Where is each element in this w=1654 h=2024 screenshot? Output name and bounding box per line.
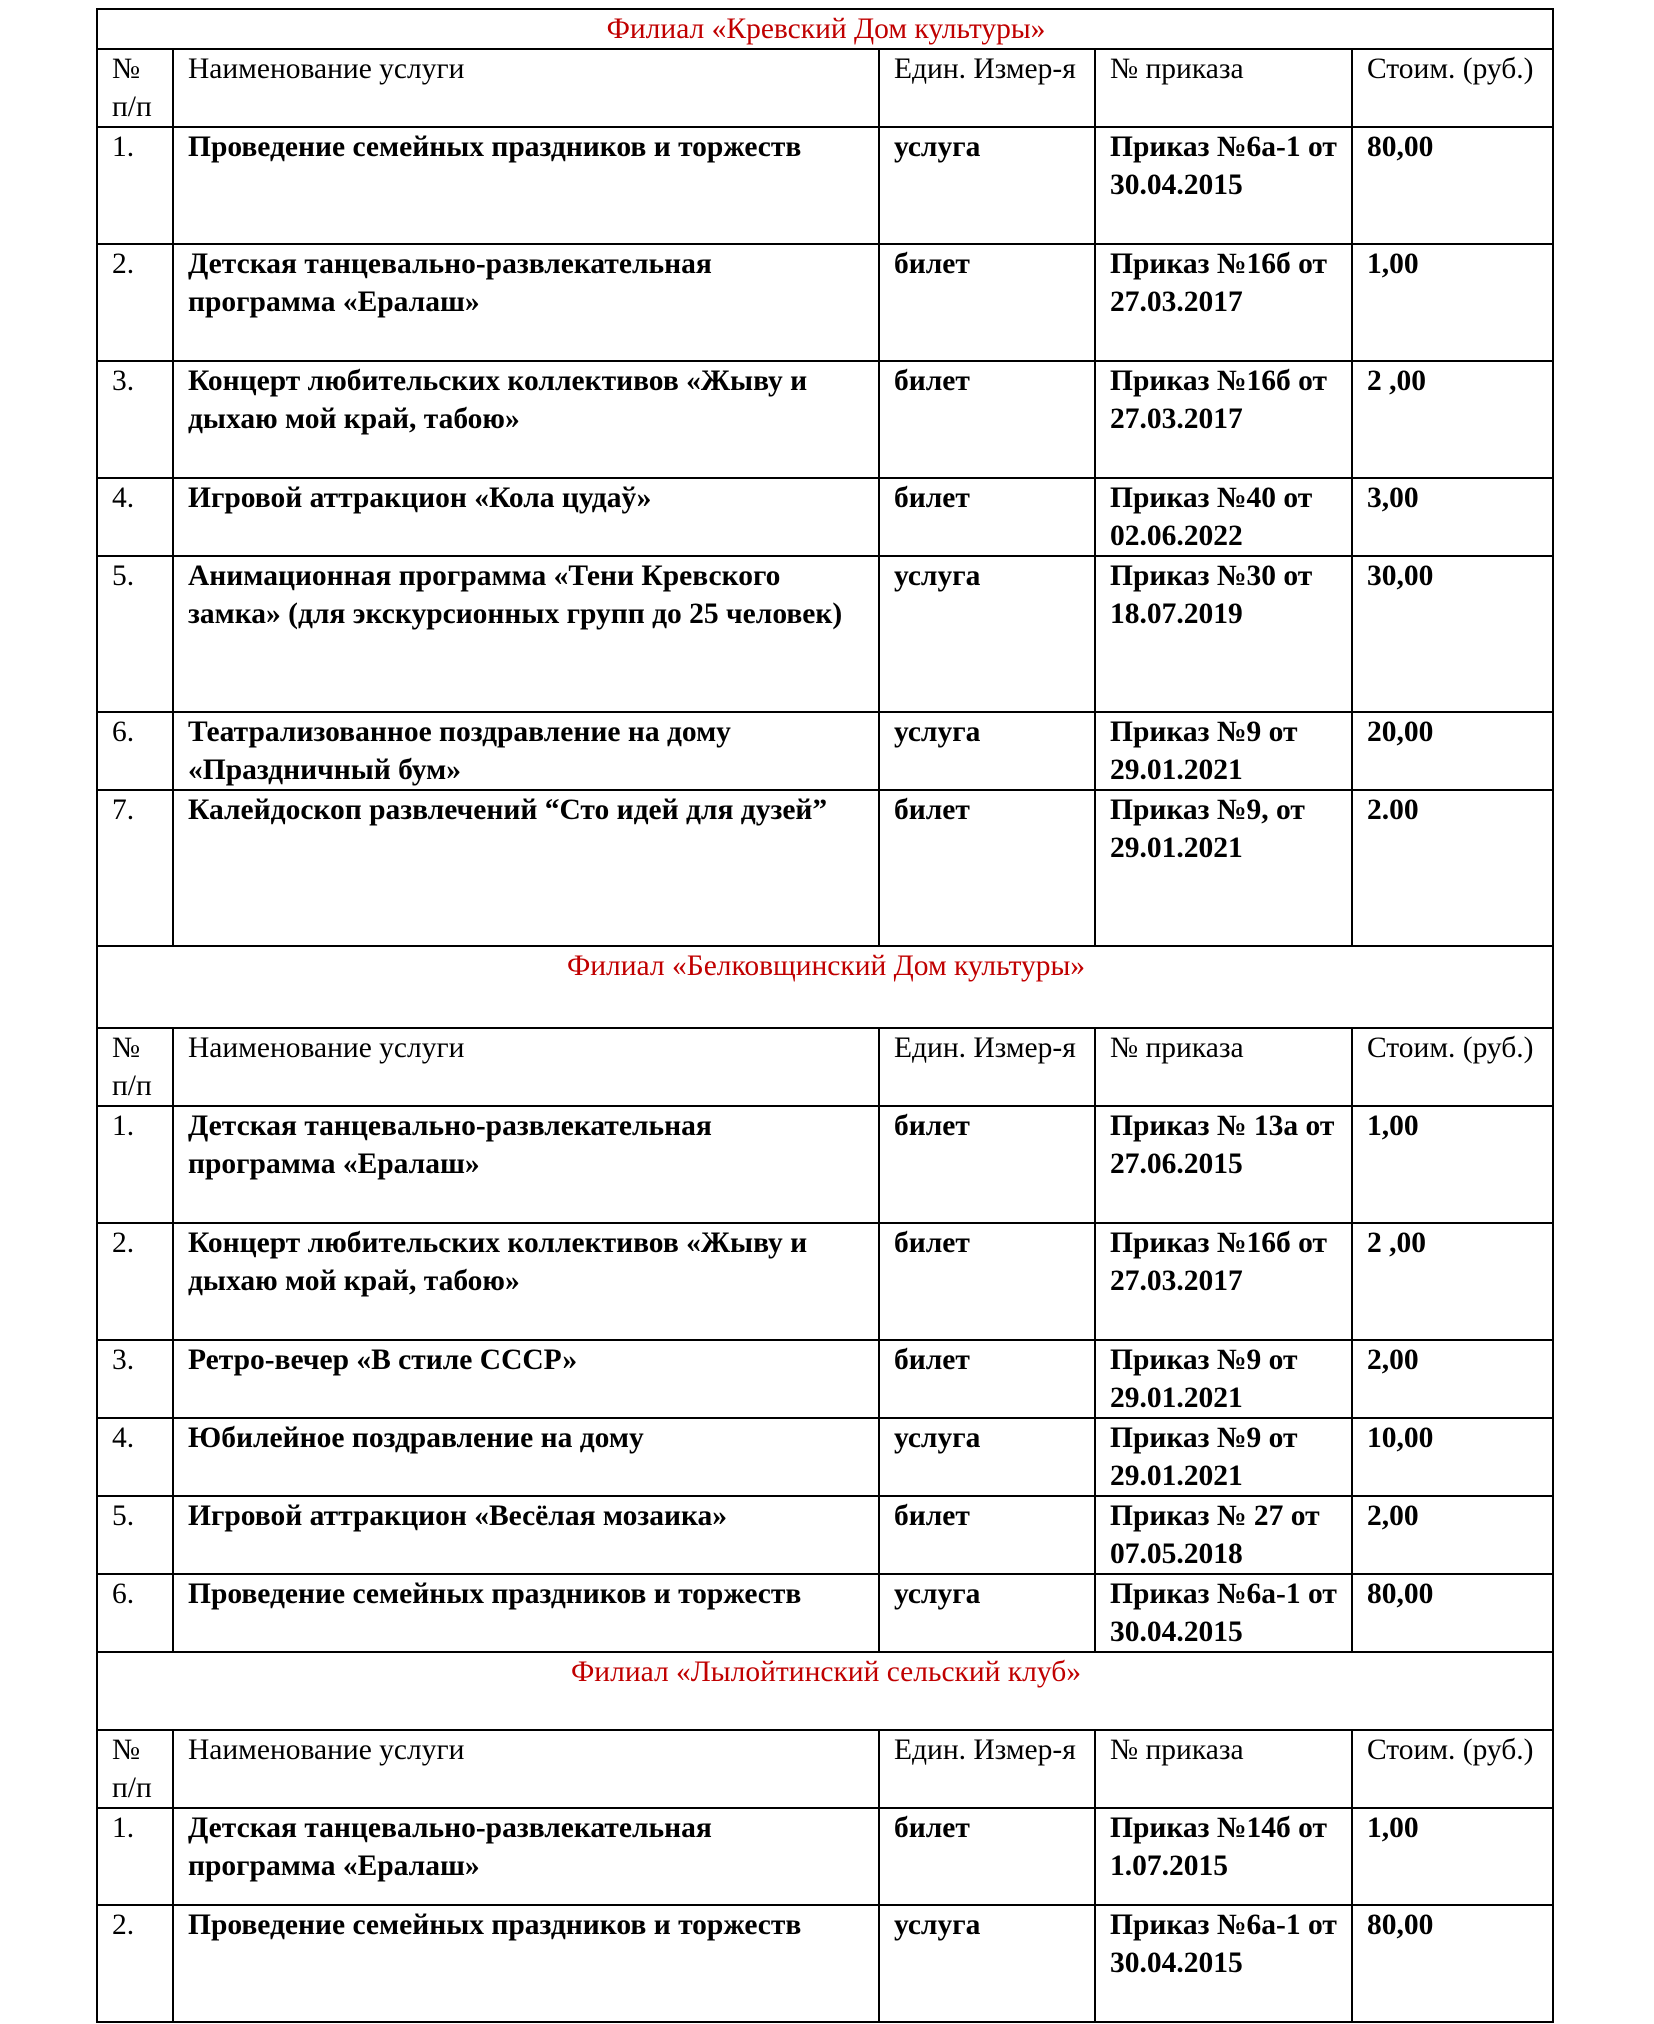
column-header-row: [97, 1730, 1553, 1808]
order-reference: Приказ №16б от 27.03.2017: [1095, 244, 1352, 361]
price: 2,00: [1352, 1340, 1553, 1418]
order-reference: Приказ №9 от 29.01.2021: [1095, 1418, 1352, 1496]
table-row: [97, 556, 1553, 712]
table-row: [97, 1574, 1553, 1652]
order-reference: Приказ №6а-1 от 30.04.2015: [1095, 1905, 1352, 2022]
table-row: [97, 127, 1553, 244]
service-name: Проведение семейных праздников и торжеств: [173, 127, 879, 244]
row-number: 3.: [97, 361, 173, 478]
order-reference: Приказ №30 от 18.07.2019: [1095, 556, 1352, 712]
price-list-table: [96, 8, 1554, 2023]
price: 2 ,00: [1352, 361, 1553, 478]
unit-of-measure: услуга: [879, 556, 1095, 712]
order-reference: Приказ №9, от 29.01.2021: [1095, 790, 1352, 946]
row-number: 6.: [97, 1574, 173, 1652]
table-row: [97, 1418, 1553, 1496]
service-name: Проведение семейных праздников и торжеств: [173, 1905, 879, 2022]
price: 2,00: [1352, 1496, 1553, 1574]
table-row: [97, 1340, 1553, 1418]
header-num: № п/п: [97, 49, 173, 127]
order-reference: Приказ №16б от 27.03.2017: [1095, 1223, 1352, 1340]
branch-title: Филиал «Лылойтинский сельский клуб»: [97, 1652, 1553, 1730]
unit-of-measure: билет: [879, 1106, 1095, 1223]
service-name: Игровой аттракцион «Весёлая мозаика»: [173, 1496, 879, 1574]
service-name: Ретро-вечер «В стиле СССР»: [173, 1340, 879, 1418]
header-order: № приказа: [1095, 1028, 1352, 1106]
row-number: 2.: [97, 1223, 173, 1340]
table-row: [97, 1808, 1553, 1905]
header-service-name: Наименование услуги: [173, 1028, 879, 1106]
header-order: № приказа: [1095, 1730, 1352, 1808]
column-header-row: [97, 1028, 1553, 1106]
price: 80,00: [1352, 1905, 1553, 2022]
price: 80,00: [1352, 1574, 1553, 1652]
row-number: 6.: [97, 712, 173, 790]
price: 80,00: [1352, 127, 1553, 244]
service-name: Театрализованное поздравление на дому «Праздничный бум»: [173, 712, 879, 790]
unit-of-measure: билет: [879, 790, 1095, 946]
unit-of-measure: билет: [879, 361, 1095, 478]
header-num: № п/п: [97, 1028, 173, 1106]
price: 30,00: [1352, 556, 1553, 712]
table-row: [97, 712, 1553, 790]
row-number: 1.: [97, 1808, 173, 1905]
table-row: [97, 1905, 1553, 2022]
header-unit: Един. Измер-я: [879, 49, 1095, 127]
header-service-name: Наименование услуги: [173, 1730, 879, 1808]
row-number: 3.: [97, 1340, 173, 1418]
price: 1,00: [1352, 1106, 1553, 1223]
service-name: Детская танцевально-развлекательная программа «Ералаш»: [173, 1808, 879, 1905]
service-name: Концерт любительских коллективов «Жыву и дыхаю мой край, табою»: [173, 1223, 879, 1340]
header-num: № п/п: [97, 1730, 173, 1808]
header-unit: Един. Измер-я: [879, 1028, 1095, 1106]
service-name: Детская танцевально-развлекательная программа «Ералаш»: [173, 1106, 879, 1223]
price: 20,00: [1352, 712, 1553, 790]
unit-of-measure: билет: [879, 1340, 1095, 1418]
service-name: Проведение семейных праздников и торжеств: [173, 1574, 879, 1652]
table-row: [97, 244, 1553, 361]
unit-of-measure: услуга: [879, 712, 1095, 790]
row-number: 4.: [97, 478, 173, 556]
branch-title-row: [97, 1652, 1553, 1730]
header-service-name: Наименование услуги: [173, 49, 879, 127]
column-header-row: [97, 49, 1553, 127]
order-reference: Приказ №6а-1 от 30.04.2015: [1095, 1574, 1352, 1652]
row-number: 1.: [97, 127, 173, 244]
price: 2.00: [1352, 790, 1553, 946]
table-row: [97, 1496, 1553, 1574]
row-number: 2.: [97, 244, 173, 361]
service-name: Юбилейное поздравление на дому: [173, 1418, 879, 1496]
unit-of-measure: услуга: [879, 1905, 1095, 2022]
unit-of-measure: билет: [879, 1808, 1095, 1905]
header-price: Стоим. (руб.): [1352, 1028, 1553, 1106]
branch-title-row: [97, 946, 1553, 1028]
order-reference: Приказ № 13а от 27.06.2015: [1095, 1106, 1352, 1223]
price: 2 ,00: [1352, 1223, 1553, 1340]
service-name: Детская танцевально-развлекательная программа «Ералаш»: [173, 244, 879, 361]
unit-of-measure: услуга: [879, 1418, 1095, 1496]
order-reference: Приказ №14б от 1.07.2015: [1095, 1808, 1352, 1905]
header-price: Стоим. (руб.): [1352, 49, 1553, 127]
header-price: Стоим. (руб.): [1352, 1730, 1553, 1808]
unit-of-measure: услуга: [879, 127, 1095, 244]
header-order: № приказа: [1095, 49, 1352, 127]
row-number: 5.: [97, 1496, 173, 1574]
order-reference: Приказ № 27 от 07.05.2018: [1095, 1496, 1352, 1574]
order-reference: Приказ №6а-1 от 30.04.2015: [1095, 127, 1352, 244]
header-unit: Един. Измер-я: [879, 1730, 1095, 1808]
unit-of-measure: билет: [879, 244, 1095, 361]
order-reference: Приказ №16б от 27.03.2017: [1095, 361, 1352, 478]
branch-title: Филиал «Кревский Дом культуры»: [97, 9, 1553, 49]
branch-title-row: [97, 9, 1553, 49]
unit-of-measure: билет: [879, 1496, 1095, 1574]
order-reference: Приказ №9 от 29.01.2021: [1095, 1340, 1352, 1418]
row-number: 1.: [97, 1106, 173, 1223]
price: 3,00: [1352, 478, 1553, 556]
price: 10,00: [1352, 1418, 1553, 1496]
unit-of-measure: услуга: [879, 1574, 1095, 1652]
row-number: 7.: [97, 790, 173, 946]
row-number: 2.: [97, 1905, 173, 2022]
unit-of-measure: билет: [879, 478, 1095, 556]
table-row: [97, 478, 1553, 556]
table-row: [97, 790, 1553, 946]
price-list-body: [97, 9, 1553, 2022]
service-name: Калейдоскоп развлечений “Сто идей для дузей”: [173, 790, 879, 946]
branch-title: Филиал «Белковщинский Дом культуры»: [97, 946, 1553, 1028]
table-row: [97, 1106, 1553, 1223]
service-name: Анимационная программа «Тени Кревского замка» (для экскурсионных групп до 25 человек): [173, 556, 879, 712]
price: 1,00: [1352, 1808, 1553, 1905]
order-reference: Приказ №40 от 02.06.2022: [1095, 478, 1352, 556]
order-reference: Приказ №9 от 29.01.2021: [1095, 712, 1352, 790]
unit-of-measure: билет: [879, 1223, 1095, 1340]
service-name: Игровой аттракцион «Кола цудаў»: [173, 478, 879, 556]
row-number: 5.: [97, 556, 173, 712]
price: 1,00: [1352, 244, 1553, 361]
table-row: [97, 1223, 1553, 1340]
service-name: Концерт любительских коллективов «Жыву и дыхаю мой край, табою»: [173, 361, 879, 478]
table-row: [97, 361, 1553, 478]
row-number: 4.: [97, 1418, 173, 1496]
